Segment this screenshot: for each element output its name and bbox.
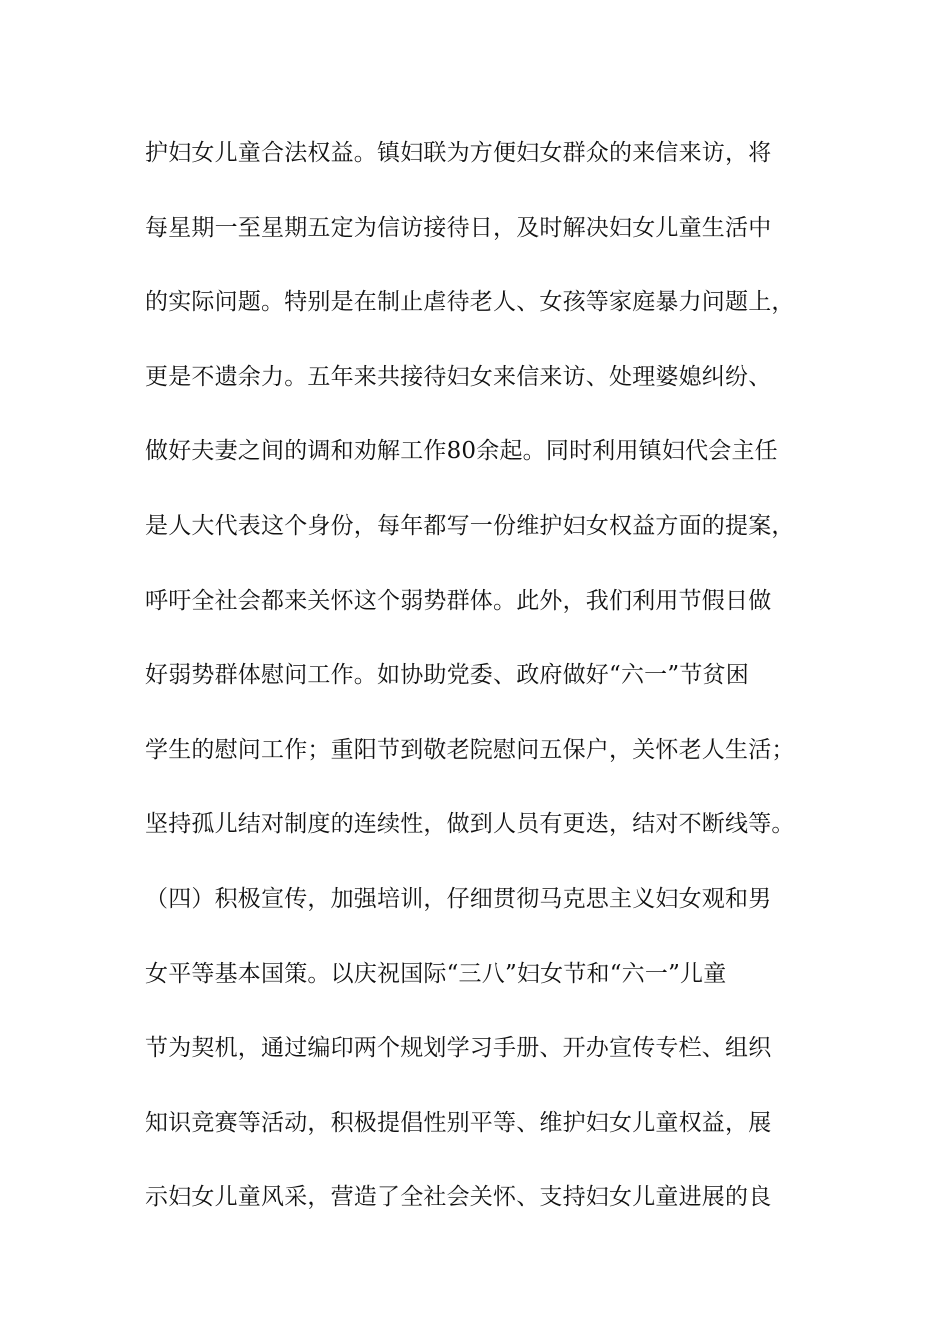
text-line: 呼吁全社会都来关怀这个弱势群体。此外，我们利用节假日做 [145,587,772,614]
text-line: 知识竞赛等活动，积极提倡性别平等、维护妇女儿童权益，展 [145,1109,772,1136]
body-text [145,133,825,1252]
text-line: 节为契机，通过编印两个规划学习手册、开办宣传专栏、组织 [145,1035,772,1062]
text-line: 做好夫妻之间的调和劝解工作80余起。同时利用镇妇代会主任 [145,438,778,465]
text-line: 更是不遗余力。五年来共接待妇女来信来访、处理婆媳纠纷、 [145,363,772,390]
text-line: 示妇女儿童风采，营造了全社会关怀、支持妇女儿童进展的良 [145,1184,772,1211]
text-line: 学生的慰问工作；重阳节到敬老院慰问五保户，关怀老人生活； [145,736,795,763]
section-heading-line: （四）积极宣传，加强培训，仔细贯彻马克思主义妇女观和男 [145,885,772,912]
text-line: 的实际问题。特别是在制止虐待老人、女孩等家庭暴力问题上， [145,289,795,316]
text-line: 好弱势群体慰问工作。如协助党委、政府做好“六一”节贫困 [145,662,749,689]
text-line: 护妇女儿童合法权益。镇妇联为方便妇女群众的来信来访，将 [145,140,772,166]
text-line: 每星期一至星期五定为信访接待日，及时解决妇女儿童生活中 [145,214,772,241]
text-line: 是人大代表这个身份，每年都写一份维护妇女权益方面的提案， [145,512,795,539]
text-line: 坚持孤儿结对制度的连续性，做到人员有更迭，结对不断线等。 [145,811,795,838]
text-line: 女平等基本国策。以庆祝国际“三八”妇女节和“六一”儿童 [145,960,727,987]
